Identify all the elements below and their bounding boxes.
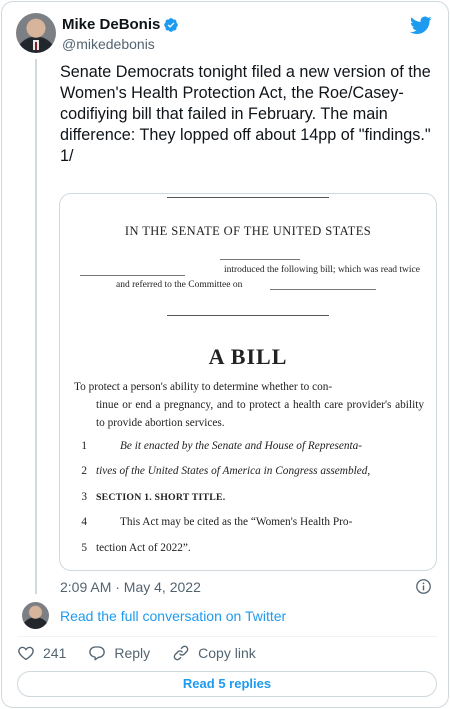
tweet-timestamp[interactable]: 2:09 AM · May 4, 2022 [60, 579, 201, 595]
doc-line-number: 4 [81, 516, 87, 528]
divider [17, 636, 437, 637]
doc-blank-line [270, 289, 376, 290]
like-button[interactable] [17, 644, 66, 662]
heart-icon [17, 644, 35, 662]
tweet-text: Senate Democrats tonight filed a new version of the Women's Health Protection Act, the Roe/Casey-codifiying bill that failed in February. The main difference: They lopped off about 14pp of "findings." 1/ [60, 63, 431, 165]
doc-rule-top [167, 197, 329, 198]
thread-connector [35, 59, 37, 594]
tweet-actions [17, 644, 278, 662]
doc-line-text: Be it enacted by the Senate and House of Representa- [120, 440, 363, 452]
doc-bill-line [60, 542, 437, 560]
doc-bill-line [60, 491, 437, 509]
doc-line-text: SECTION 1. SHORT TITLE. [96, 492, 226, 503]
author-name[interactable]: Mike DeBonis [62, 16, 161, 33]
doc-rule-mid [167, 315, 329, 316]
attached-document-image[interactable] [59, 193, 437, 571]
doc-line-text: tives of the United States of America in Congress assembled, [96, 465, 371, 477]
doc-purpose-first: To protect a person's ability to determine whether to con- [74, 381, 333, 393]
twitter-bird-icon[interactable] [410, 14, 432, 36]
read-replies-button[interactable]: Read 5 replies [17, 671, 437, 697]
conversation-avatar[interactable] [22, 602, 49, 629]
doc-blank-line [220, 259, 300, 260]
doc-blank-line [80, 275, 185, 276]
doc-line-text: tection Act of 2022”. [96, 542, 191, 554]
doc-referred: and referred to the Committee on [116, 280, 243, 290]
copy-link-label: Copy link [198, 645, 256, 661]
copy-link-button[interactable] [172, 644, 256, 662]
author-name-row[interactable] [62, 16, 179, 33]
reply-label: Reply [114, 645, 151, 661]
doc-intro: introduced the following bill; which was read twice [223, 265, 420, 275]
doc-bill-line [60, 440, 437, 458]
doc-heading: A BILL [208, 344, 288, 369]
doc-chamber: IN THE SENATE OF THE UNITED STATES [124, 224, 372, 238]
doc-bill-line [60, 465, 437, 483]
doc-bill-line [60, 516, 437, 534]
doc-line-number: 1 [81, 440, 87, 452]
tweet-card [1, 1, 449, 708]
doc-line-number: 3 [81, 491, 87, 503]
doc-purpose-rest: tinue or end a pregnancy, and to protect a health care provider's ability to provide abortion services. [96, 399, 424, 429]
link-icon [172, 644, 190, 662]
author-handle[interactable]: @mikedebonis [62, 36, 155, 52]
verified-badge-icon [163, 17, 179, 33]
reply-bubble-icon [88, 644, 106, 662]
like-count: 241 [43, 645, 67, 661]
doc-line-number: 2 [81, 465, 87, 477]
doc-purpose [74, 378, 424, 432]
doc-line-text: This Act may be cited as the “Women's Health Pro- [120, 516, 353, 528]
reply-button[interactable] [88, 644, 150, 662]
doc-line-number: 5 [81, 542, 87, 554]
read-full-conversation-link[interactable]: Read the full conversation on Twitter [60, 608, 287, 624]
info-icon[interactable] [415, 578, 432, 595]
author-avatar[interactable] [16, 13, 56, 53]
